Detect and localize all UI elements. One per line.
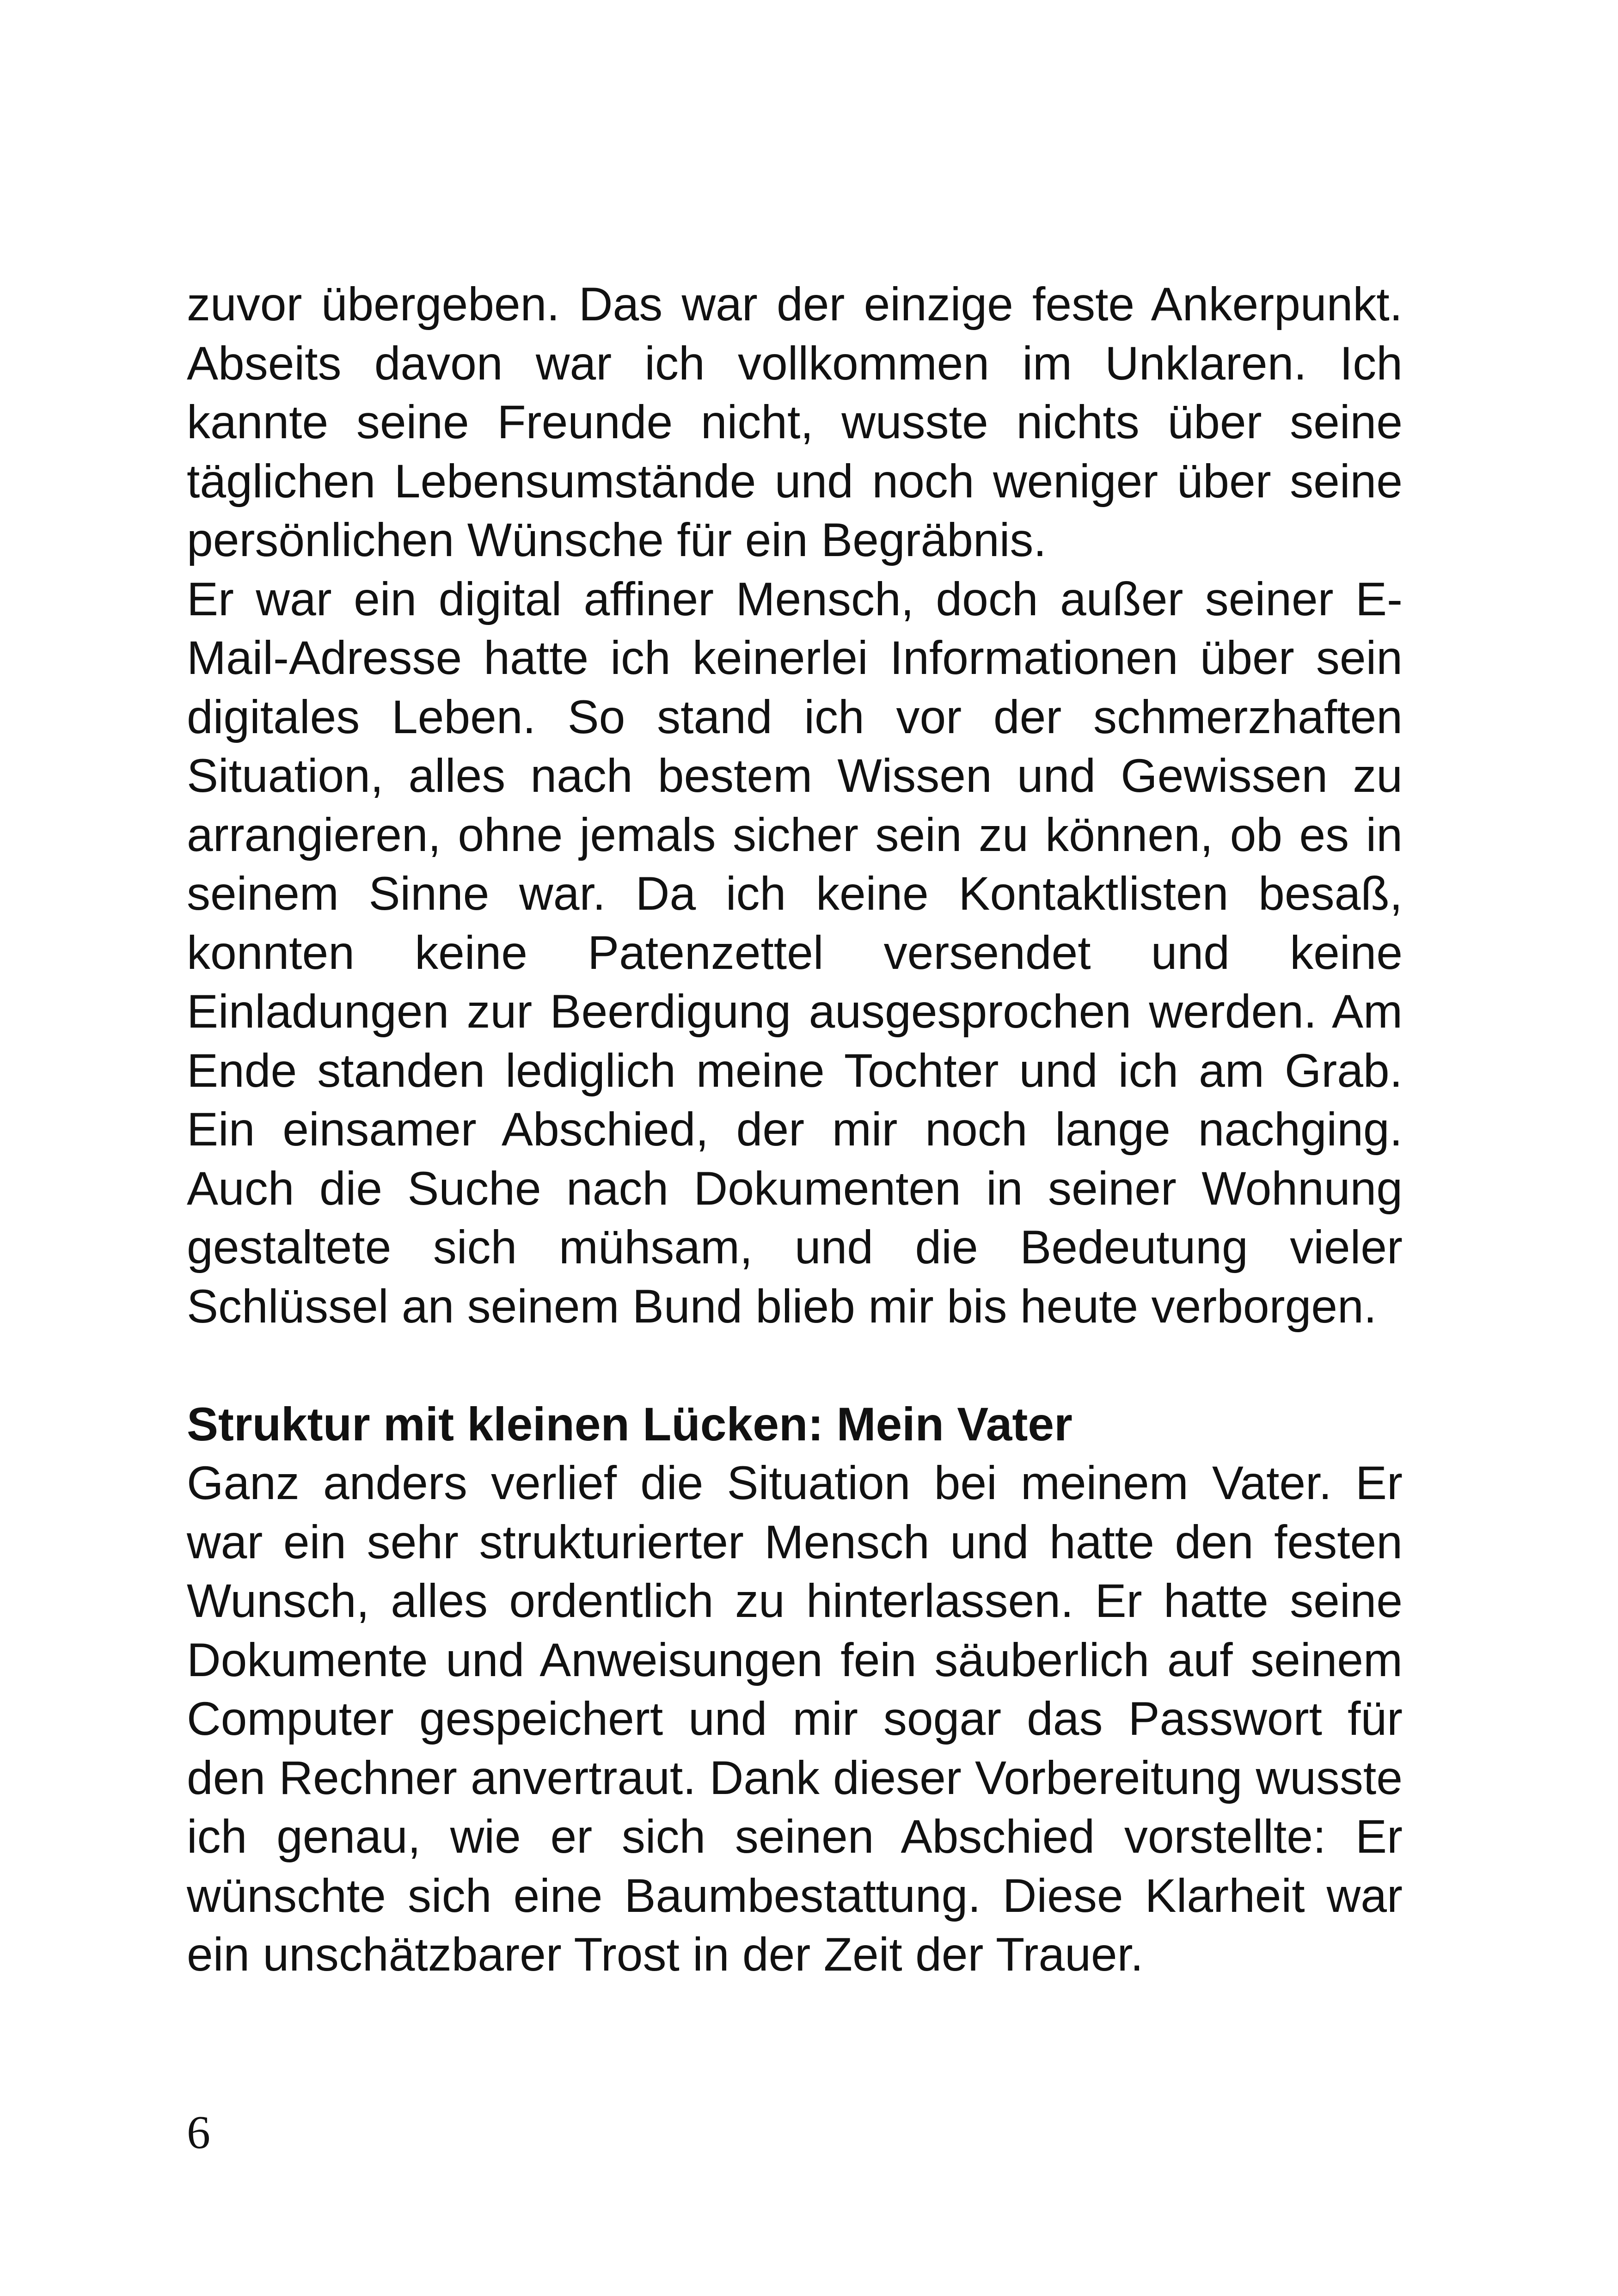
paragraph-2: Er war ein digital affiner Mensch, doch außer seiner E-Mail-Adresse hatte ich keinerlei Informationen über sein digitales Leben. So stand ich vor der schmerzhaften Situation, alles nach bestem Wissen und Gewissen zu arrangieren, ohne jemals sicher sein zu können, ob es in seinem Sinne war. Da ich keine Kontaktlisten besaß, konnten keine Patenzettel versendet und keine Einladungen zur Beerdigung ausgesprochen werden. Am Ende standen lediglich meine Tochter und ich am Grab. Ein einsamer Abschied, der mir noch lange nachging. Auch die Suche nach Dokumenten in seiner Wohnung gestaltete sich mühsam, und die Bedeutung vieler Schlüssel an seinem Bund blieb mir bis heute verborgen.	[187, 572, 1403, 1333]
section-heading: Struktur mit kleinen Lücken: Mein Vater	[187, 1397, 1073, 1451]
page-body	[187, 275, 1403, 1984]
paragraph-1: zuvor übergeben. Das war der einzige feste Ankerpunkt. Abseits davon war ich vollkommen im Unklaren. Ich kannte seine Freunde nicht, wusste nichts über seine täglichen Lebensumstände und noch weniger über seine persönlichen Wünsche für ein Begräbnis.	[187, 278, 1403, 566]
page-number: 6	[187, 2106, 210, 2159]
paragraph-3: Ganz anders verlief die Situation bei meinem Vater. Er war ein sehr strukturierter Mensch und hatte den festen Wunsch, alles ordentlich zu hinterlassen. Er hatte seine Dokumente und Anweisungen fein säuberlich auf seinem Computer gespeichert und mir sogar das Passwort für den Rechner anvertraut. Dank dieser Vorbereitung wusste ich genau, wie er sich seinen Abschied vorstellte: Er wünschte sich eine Baumbestattung. Diese Klarheit war ein unschätzbarer Trost in der Zeit der Trauer.	[187, 1457, 1403, 1981]
